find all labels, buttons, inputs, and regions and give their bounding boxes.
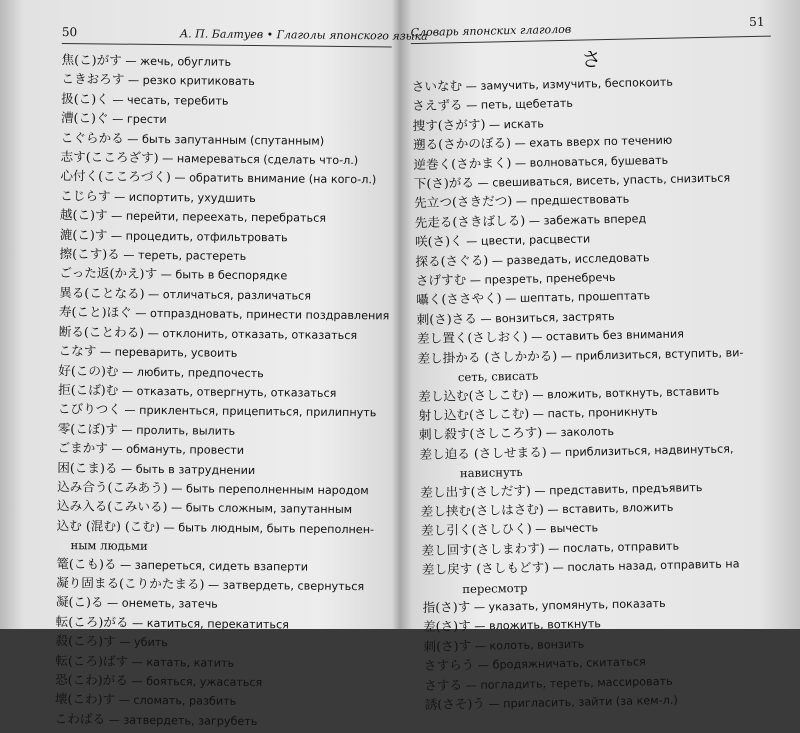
entry-definition: — искать: [485, 117, 544, 132]
entry-definition: — быть сложным, запутанным: [167, 501, 353, 517]
entry-headword: 凝り固まる(こりかたまる): [56, 574, 205, 592]
section-kana-heading: さ: [581, 47, 602, 72]
entry-definition: — разведать, исследовать: [488, 250, 650, 268]
entry-headword: さする: [424, 676, 463, 693]
entry-definition: — запереться, сидеть взаперти: [116, 558, 309, 574]
entry-definition: — обмануть, провести: [107, 442, 245, 458]
entry-definition: — онеметь, затечь: [103, 596, 218, 612]
entry-definition-continuation: нависнуть: [459, 465, 523, 481]
entry-headword: 漕(こ)ぐ: [60, 110, 109, 126]
entry-definition: — обратить внимание (на кого-л.): [170, 171, 377, 187]
dictionary-entry: [56, 517, 386, 558]
entry-definition: — чесать, теребить: [108, 93, 229, 108]
entry-definition-continuation: ным людьми: [70, 538, 148, 554]
entry-definition: — затвердеть, загрубеть: [105, 713, 258, 728]
entry-definition: — испортить, ухудшить: [110, 190, 256, 205]
entry-definition: — представить, предъявить: [530, 480, 703, 498]
entry-definition: — шептать, прошептать: [501, 289, 651, 306]
right-running-title: Словарь японских глаголов: [410, 22, 572, 40]
entry-definition: — вложить, воткнуть: [470, 617, 602, 634]
left-page-header: [61, 22, 428, 47]
right-page-header: [410, 15, 770, 45]
entry-headword: 刺し殺す(さしころす): [418, 424, 543, 443]
entry-headword: 込み合う(こみあう): [57, 478, 168, 496]
entry-headword: 越(こ)す: [59, 207, 108, 223]
entry-headword: 異る(ことなる): [59, 284, 145, 301]
entry-headword: 差し引く(さしひく): [420, 521, 532, 539]
entry-headword: 殺(ころ)す: [55, 633, 116, 649]
entry-definition: — вычесть: [531, 521, 599, 537]
entry-definition: — указать, упомянуть, показать: [470, 596, 666, 614]
entry-definition: — вложить, воткнуть, вставить: [528, 384, 720, 402]
entry-headword: こきおろす: [61, 71, 125, 88]
entry-headword: 寿(こと)ほぐ: [58, 304, 132, 321]
entry-definition: — затвердеть, свернуться: [204, 578, 365, 594]
entry-headword: こなす: [58, 343, 97, 359]
entry-headword: 捜す(さがす): [412, 116, 486, 133]
entry-headword: 差(さ)す: [422, 618, 471, 635]
entry-headword: 差し掛かる (さしかかる): [417, 347, 558, 366]
entry-definition: — замучить, измучить, беспокоить: [462, 75, 673, 94]
entry-definition: — бояться, ужасаться: [127, 674, 263, 690]
entry-headword: さえずる: [412, 97, 463, 114]
left-entry-list: [55, 51, 392, 733]
entry-headword: 零(こぼ)す: [57, 420, 119, 437]
entry-headword: 心付く(こころづく): [60, 168, 171, 185]
entry-definition: — убить: [115, 635, 168, 650]
entry-definition: — процедить, отфильтровать: [107, 229, 288, 245]
entry-definition-continuation: сеть, свисать: [457, 368, 539, 385]
entry-headword: さいなむ: [411, 78, 463, 95]
entry-headword: こぐらかる: [60, 129, 124, 146]
entry-headword: 刺(さ)さる: [416, 310, 478, 327]
entry-headword: 指(さ)す: [422, 598, 471, 615]
entry-headword: 差し込む(さしこむ): [418, 386, 529, 404]
entry-headword: 篭(こも)る: [56, 555, 117, 572]
entry-definition: — любить, предпочесть: [118, 365, 264, 380]
entry-definition: — послать назад, отправить на: [548, 557, 740, 575]
entry-headword: 先走る(さきばしる): [414, 212, 526, 230]
entry-definition: — быть запутанным (спутанным): [123, 132, 325, 148]
entry-headword: 探る(さぐる): [415, 252, 489, 269]
entry-definition: — приблизиться, вступить, ви-: [557, 345, 744, 363]
entry-headword: 囁く(ささやく): [416, 290, 502, 308]
entry-headword: 好(この)む: [58, 362, 119, 379]
entry-headword: 先立つ(さきだつ): [414, 193, 513, 211]
entry-headword: 焦(こ)がす: [61, 51, 122, 68]
entry-headword: 差し迫る (さしせまる): [419, 444, 547, 462]
entry-definition: — волноваться, бушевать: [511, 153, 669, 170]
entry-headword: 転(ころ)がる: [55, 613, 129, 630]
entry-definition: — сломать, разбить: [115, 693, 237, 709]
entry-headword: ごった返(かえ)す: [59, 265, 158, 282]
entry-definition: — быть людным, быть переполнен-: [159, 520, 375, 537]
entry-definition: — катиться, перекатиться: [128, 616, 289, 632]
entry-headword: 差し戻す (さしもどす): [421, 559, 550, 578]
entry-definition: — презреть, пренебречь: [466, 270, 616, 288]
entry-definition: — быть переполненным народом: [167, 482, 369, 498]
entry-definition: — тереть, растереть: [119, 248, 247, 264]
entry-headword: 壊(こわ)す: [54, 691, 116, 707]
entry-definition: — бродяжничать, скитаться: [474, 655, 646, 673]
entry-definition: — перейти, переехать, перебраться: [107, 209, 327, 226]
entry-definition: — цвести, расцвести: [462, 232, 591, 249]
entry-headword: こじらす: [60, 187, 111, 204]
entry-definition: — пасть, проникнуть: [529, 404, 658, 421]
entry-definition: — предшествовать: [512, 193, 630, 209]
entry-headword: 刺(さ)す: [423, 637, 472, 654]
entry-headword: 困(こま)る: [57, 459, 118, 476]
entry-definition: — быть в беспорядке: [157, 268, 288, 283]
entry-headword: 拒(こば)む: [58, 381, 119, 398]
entry-definition: — петь, щебетать: [462, 97, 574, 113]
entry-headword: 恐(こわ)がる: [55, 671, 128, 688]
entry-headword: 差し挟む(さしはさむ): [420, 501, 544, 519]
entry-definition: — отличаться, различаться: [144, 287, 312, 303]
entry-definition: — переварить, усвоить: [96, 345, 238, 360]
entry-headword: 差し出す(さしだす): [420, 482, 531, 500]
entry-definition: — отклонить, отказать, отказаться: [144, 326, 358, 342]
entry-headword: 転(ころ)ばす: [55, 652, 129, 669]
entry-definition: — заколоть: [542, 425, 615, 440]
entry-headword: 込む (混む) (こむ): [56, 517, 161, 534]
entry-headword: 断る(ことわる): [58, 323, 145, 340]
entry-definition: — приблизиться, надвинуться,: [546, 442, 734, 460]
entry-headword: 遡る(さかのぼる): [412, 135, 512, 153]
entry-definition: — послать, отправить: [544, 539, 680, 556]
entry-definition: — прикленться, прицепиться, прилипнуть: [120, 403, 377, 420]
right-entry-list: [412, 71, 785, 716]
entry-headword: さげすむ: [415, 272, 467, 289]
entry-headword: 射し込む(さしこむ): [418, 405, 530, 423]
entry-definition: — пригласить, зайти (за кем-л.): [484, 693, 678, 711]
entry-definition: — забежать вперед: [525, 212, 647, 228]
entry-headword: 差し回す(さしまわす): [421, 540, 545, 558]
entry-headword: ごまかす: [57, 440, 108, 456]
entry-definition: — жечь, обуглить: [121, 54, 232, 69]
entry-definition: — отпраздновать, принести поздравления: [131, 307, 390, 323]
entry-definition: — резко критиковать: [124, 74, 255, 89]
entry-headword: 下(さ)がる: [413, 174, 475, 192]
entry-definition: — катать, катить: [128, 655, 235, 670]
entry-definition: — намереваться (сделать что-л.): [158, 152, 359, 168]
entry-headword: 咲(さ)く: [414, 233, 463, 250]
entry-definition: — погладить, тереть, массировать: [461, 674, 673, 692]
entry-definition: — ехать вверх по течению: [510, 133, 673, 151]
entry-headword: こわばる: [54, 710, 106, 727]
entry-definition: — колоть, вонзить: [470, 637, 585, 653]
entry-definition: — свешиваться, висеть, упасть, снизиться: [473, 171, 731, 190]
entry-headword: 志す(こころざす): [60, 149, 159, 166]
entry-headword: さすらう: [423, 657, 475, 674]
entry-headword: こびりつく: [57, 401, 121, 417]
entry-headword: 擦(こす)る: [59, 246, 120, 262]
right-page: [410, 14, 782, 712]
entry-headword: 凝(こ)る: [55, 594, 104, 610]
entry-headword: 差し置く(さしおく): [416, 329, 528, 347]
left-page: [54, 22, 428, 728]
entry-headword: 逆巻く(さかまく): [413, 154, 512, 172]
entry-definition: — грести: [108, 112, 167, 127]
entry-definition: — оставить без внимания: [527, 327, 685, 345]
entry-definition: — вонзиться, застрять: [476, 309, 615, 326]
right-page-number: 51: [749, 14, 765, 30]
entry-headword: 漉(こ)す: [59, 226, 108, 243]
dictionary-entry: [55, 710, 385, 733]
entry-definition: — быть в затруднении: [117, 462, 256, 477]
entry-definition-continuation: пересмотр: [462, 580, 528, 596]
entry-definition: — вставить, вложить: [543, 500, 674, 517]
left-running-title: А. П. Балтуев • Глаголы японского языка: [179, 27, 428, 43]
entry-headword: 込み入る(こみいる): [56, 498, 168, 515]
entry-definition: — пролить, вылить: [117, 423, 236, 438]
entry-definition: — отказать, отвергнуть, отказаться: [118, 384, 337, 400]
entry-headword: 扱(こ)く: [61, 90, 109, 107]
left-page-number: 50: [61, 24, 78, 40]
entry-headword: 誘(さそ)う: [424, 695, 486, 712]
